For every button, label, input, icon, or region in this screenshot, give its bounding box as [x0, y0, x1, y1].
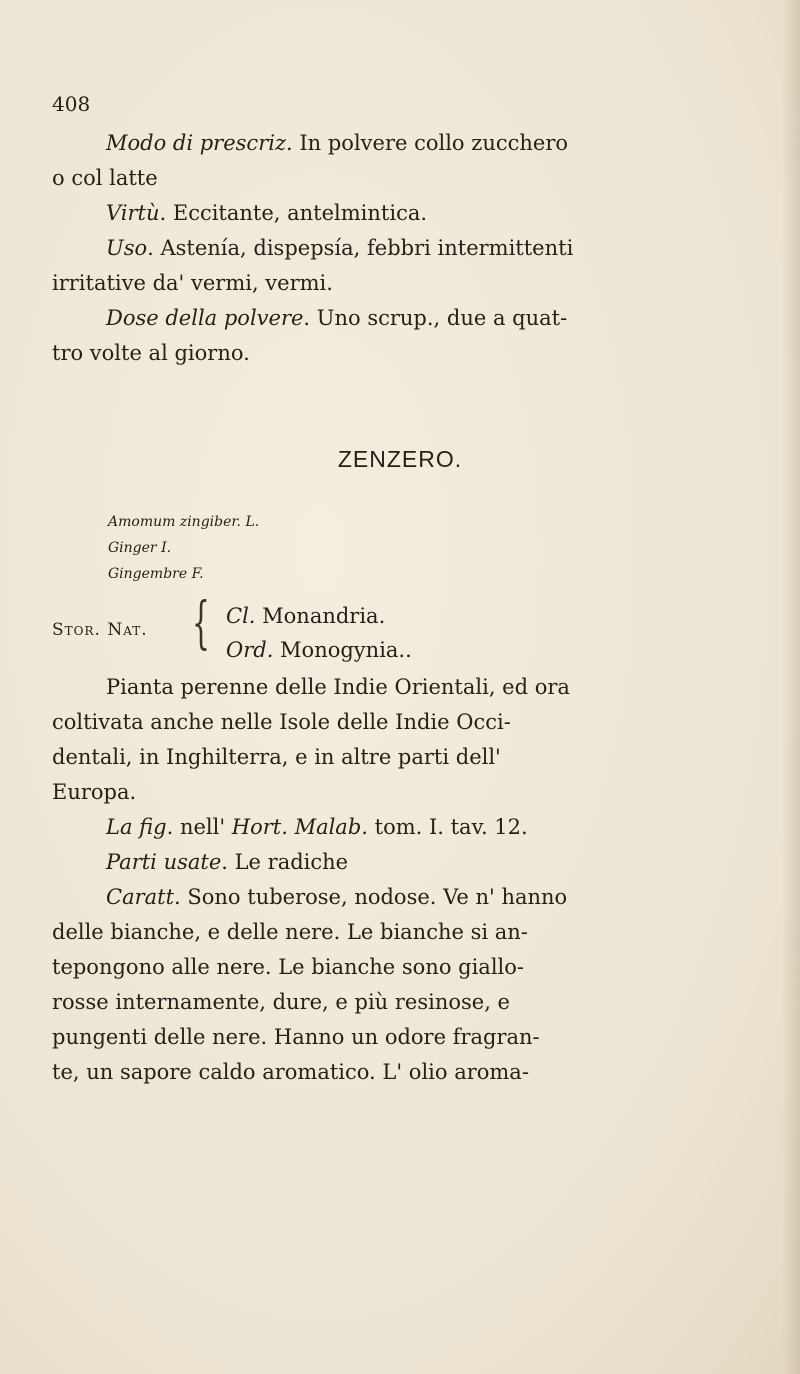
- caratt-line-1: [106, 882, 774, 912]
- virtu-line: [106, 198, 774, 228]
- parti-text: . Le radiche: [221, 850, 349, 874]
- class-value: Monandria.: [255, 604, 386, 628]
- fig-ref: Hort. Malab.: [231, 815, 368, 839]
- synonym-french: Gingembre F.: [108, 566, 204, 582]
- fig-line: [106, 812, 774, 842]
- modo-line-2: o col latte: [52, 166, 158, 190]
- pianta-line-3: dentali, in Inghilterra, e in altre parti dell': [52, 745, 501, 769]
- fig-text: tom. I. tav. 12.: [367, 815, 528, 839]
- uso-line-1: [106, 233, 774, 263]
- pianta-line-2: coltivata anche nelle Isole delle Indie Occi-: [52, 710, 511, 734]
- caratt-line-2: delle bianche, e delle nere. Le bianche si an-: [52, 920, 528, 944]
- caratt-line-3: tepongono alle nere. Le bianche sono giallo-: [52, 955, 524, 979]
- uso-line-2: irritative da' vermi, vermi.: [52, 271, 333, 295]
- dose-line-1: [106, 303, 774, 333]
- class-line: [226, 602, 385, 630]
- pianta-line-4: Europa.: [52, 780, 137, 804]
- fig-label: La fig.: [106, 815, 174, 839]
- curly-brace: {: [192, 591, 210, 656]
- caratt-text-1: Sono tuberose, nodose. Ve n' hanno: [180, 885, 568, 909]
- caratt-line-4: rosse internamente, dure, e più resinose, e: [52, 990, 510, 1014]
- order-label: Ord.: [226, 638, 274, 662]
- virtu-text: . Eccitante, antelmintica.: [159, 201, 428, 225]
- synonym-english: Ginger I.: [108, 540, 172, 556]
- synonym-latin: Amomum zingiber. L.: [108, 514, 260, 530]
- caratt-label: Caratt.: [106, 885, 181, 909]
- dose-text-1: . Uno scrup., due a quat-: [303, 306, 568, 330]
- uso-label: Uso: [106, 236, 148, 260]
- uso-text-1: . Astenía, dispepsía, febbri intermittenti: [147, 236, 574, 260]
- pianta-line-1: Pianta perenne delle Indie Orientali, ed ora: [106, 675, 570, 699]
- stor-nat-label: Stor. Nat.: [52, 620, 148, 640]
- caratt-line-6: te, un sapore caldo aromatico. L' olio aroma-: [52, 1060, 529, 1084]
- section-heading: ZENZERO.: [337, 446, 463, 472]
- modo-line-1: [106, 128, 774, 158]
- class-label: Cl.: [226, 604, 256, 628]
- order-value: Monogynia..: [273, 638, 412, 662]
- modo-text-1: In polvere collo zucchero: [292, 131, 568, 155]
- caratt-line-5: pungenti delle nere. Hanno un odore fragran-: [52, 1025, 540, 1049]
- fig-mid: nell': [173, 815, 232, 839]
- dose-line-2: tro volte al giorno.: [52, 341, 250, 365]
- dose-label: Dose della polvere: [106, 306, 304, 330]
- page-number: 408: [52, 92, 91, 116]
- modo-label: Modo di prescriz.: [106, 131, 293, 155]
- parti-line: [106, 847, 774, 877]
- order-line: [226, 636, 412, 664]
- parti-label: Parti usate: [106, 850, 222, 874]
- virtu-label: Virtù: [106, 201, 160, 225]
